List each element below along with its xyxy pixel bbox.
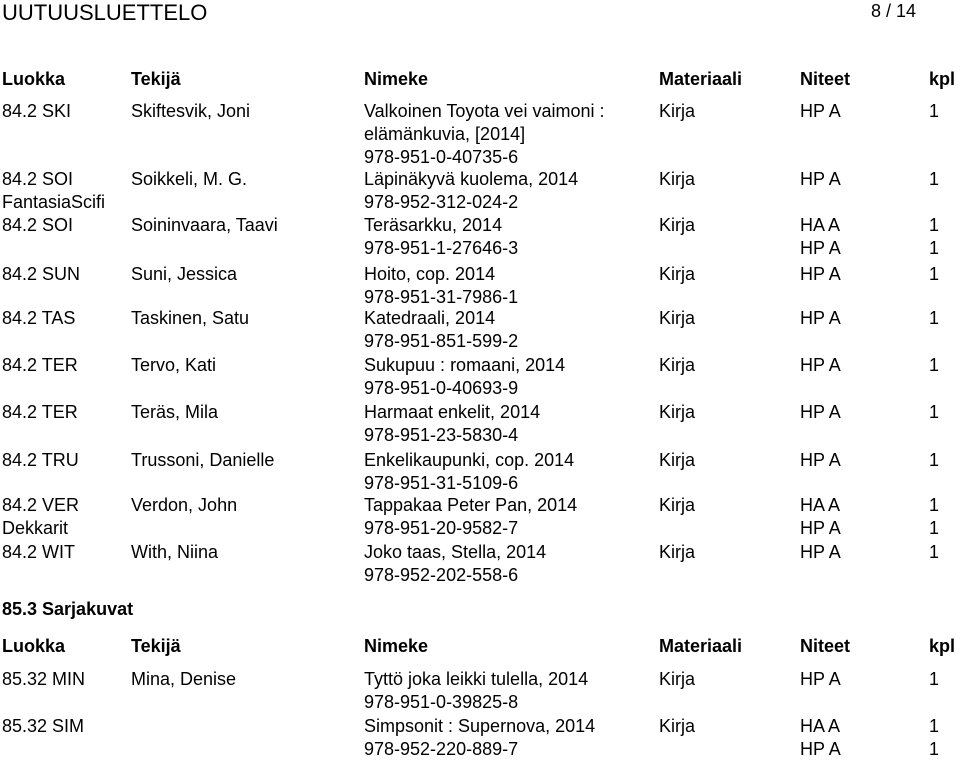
- cell-tekija: With, Niina: [131, 542, 219, 562]
- cell-materiaali: Kirja: [659, 716, 696, 736]
- cell-nimeke: Valkoinen Toyota vei vaimoni : elämänkuvia, [2014] 978-951-0-40735-6: [364, 101, 605, 167]
- cell-luokka: 84.2 SKI: [2, 101, 72, 121]
- cell-kpl: 1: [929, 450, 940, 470]
- cell-luokka: 84.2 SOI FantasiaScifi: [2, 169, 106, 212]
- document-title: UUTUUSLUETTELO: [2, 0, 208, 25]
- cell-luokka: 84.2 SOI: [2, 215, 74, 235]
- cell-luokka: 85.32 MIN: [2, 669, 86, 689]
- cell-niteet: HP A: [800, 402, 841, 422]
- header-tekija: Tekijä: [131, 69, 181, 89]
- cell-tekija: Trussoni, Danielle: [131, 450, 275, 470]
- cell-nimeke: Tappakaa Peter Pan, 2014 978-951-20-9582-7: [364, 495, 578, 538]
- header-nimeke: Nimeke: [364, 69, 429, 89]
- cell-niteet: HA A HP A: [800, 495, 841, 538]
- cell-kpl: 1: [929, 308, 940, 328]
- cell-niteet: HP A: [800, 669, 841, 689]
- cell-luokka: 84.2 SUN: [2, 264, 81, 284]
- cell-nimeke: Tyttö joka leikki tulella, 2014 978-951-0-39825-8: [364, 669, 589, 712]
- cell-nimeke: Sukupuu : romaani, 2014 978-951-0-40693-9: [364, 355, 566, 398]
- cell-materiaali: Kirja: [659, 308, 696, 328]
- cell-materiaali: Kirja: [659, 450, 696, 470]
- cell-kpl: 1: [929, 669, 940, 689]
- cell-nimeke: Läpinäkyvä kuolema, 2014 978-952-312-024-2: [364, 169, 579, 212]
- cell-nimeke: Simpsonit : Supernova, 2014 978-952-220-889-7: [364, 716, 596, 759]
- cell-kpl: 1: [929, 169, 940, 189]
- cell-kpl: 1: [929, 101, 940, 121]
- header-niteet: Niteet: [800, 636, 851, 656]
- cell-materiaali: Kirja: [659, 495, 696, 515]
- cell-nimeke: Katedraali, 2014 978-951-851-599-2: [364, 308, 519, 351]
- cell-luokka: 84.2 WIT: [2, 542, 76, 562]
- cell-tekija: Skiftesvik, Joni: [131, 101, 251, 121]
- cell-luokka: 84.2 VER Dekkarit: [2, 495, 80, 538]
- cell-nimeke: Teräsarkku, 2014 978-951-1-27646-3: [364, 215, 519, 258]
- cell-materiaali: Kirja: [659, 669, 696, 689]
- cell-materiaali: Kirja: [659, 169, 696, 189]
- cell-niteet: HP A: [800, 355, 841, 375]
- header-tekija: Tekijä: [131, 636, 181, 656]
- cell-nimeke: Enkelikaupunki, cop. 2014 978-951-31-5109-6: [364, 450, 575, 493]
- cell-tekija: Taskinen, Satu: [131, 308, 250, 328]
- cell-materiaali: Kirja: [659, 215, 696, 235]
- cell-kpl: 1 1: [929, 495, 940, 538]
- cell-niteet: HP A: [800, 308, 841, 328]
- cell-tekija: Suni, Jessica: [131, 264, 238, 284]
- header-nimeke: Nimeke: [364, 636, 429, 656]
- cell-tekija: Soikkeli, M. G.: [131, 169, 248, 189]
- cell-luokka: 84.2 TER: [2, 402, 78, 422]
- cell-materiaali: Kirja: [659, 542, 696, 562]
- header-luokka: Luokka: [2, 69, 66, 89]
- header-materiaali: Materiaali: [659, 69, 743, 89]
- cell-tekija: Soininvaara, Taavi: [131, 215, 278, 235]
- section-title: 85.3 Sarjakuvat: [2, 599, 134, 619]
- cell-kpl: 1: [929, 264, 940, 284]
- page-number: 8 / 14: [871, 1, 917, 21]
- cell-kpl: 1 1: [929, 716, 940, 759]
- header-kpl: kpl: [929, 636, 956, 656]
- cell-nimeke: Hoito, cop. 2014 978-951-31-7986-1: [364, 264, 519, 307]
- cell-materiaali: Kirja: [659, 402, 696, 422]
- cell-tekija: Teräs, Mila: [131, 402, 219, 422]
- cell-luokka: 84.2 TER: [2, 355, 78, 375]
- header-kpl: kpl: [929, 69, 956, 89]
- cell-nimeke: Harmaat enkelit, 2014 978-951-23-5830-4: [364, 402, 541, 445]
- header-niteet: Niteet: [800, 69, 851, 89]
- cell-materiaali: Kirja: [659, 264, 696, 284]
- cell-niteet: HP A: [800, 101, 841, 121]
- cell-kpl: 1: [929, 402, 940, 422]
- cell-kpl: 1: [929, 355, 940, 375]
- cell-niteet: HA A HP A: [800, 716, 841, 759]
- header-materiaali: Materiaali: [659, 636, 743, 656]
- header-luokka: Luokka: [2, 636, 66, 656]
- cell-luokka: 85.32 SIM: [2, 716, 85, 736]
- cell-nimeke: Joko taas, Stella, 2014 978-952-202-558-6: [364, 542, 547, 585]
- cell-luokka: 84.2 TAS: [2, 308, 76, 328]
- cell-tekija: Tervo, Kati: [131, 355, 217, 375]
- cell-tekija: Mina, Denise: [131, 669, 237, 689]
- cell-niteet: HP A: [800, 169, 841, 189]
- cell-kpl: 1 1: [929, 215, 940, 258]
- cell-materiaali: Kirja: [659, 355, 696, 375]
- cell-niteet: HP A: [800, 542, 841, 562]
- cell-niteet: HA A HP A: [800, 215, 841, 258]
- cell-kpl: 1: [929, 542, 940, 562]
- cell-niteet: HP A: [800, 264, 841, 284]
- cell-tekija: Verdon, John: [131, 495, 238, 515]
- cell-materiaali: Kirja: [659, 101, 696, 121]
- cell-niteet: HP A: [800, 450, 841, 470]
- cell-luokka: 84.2 TRU: [2, 450, 79, 470]
